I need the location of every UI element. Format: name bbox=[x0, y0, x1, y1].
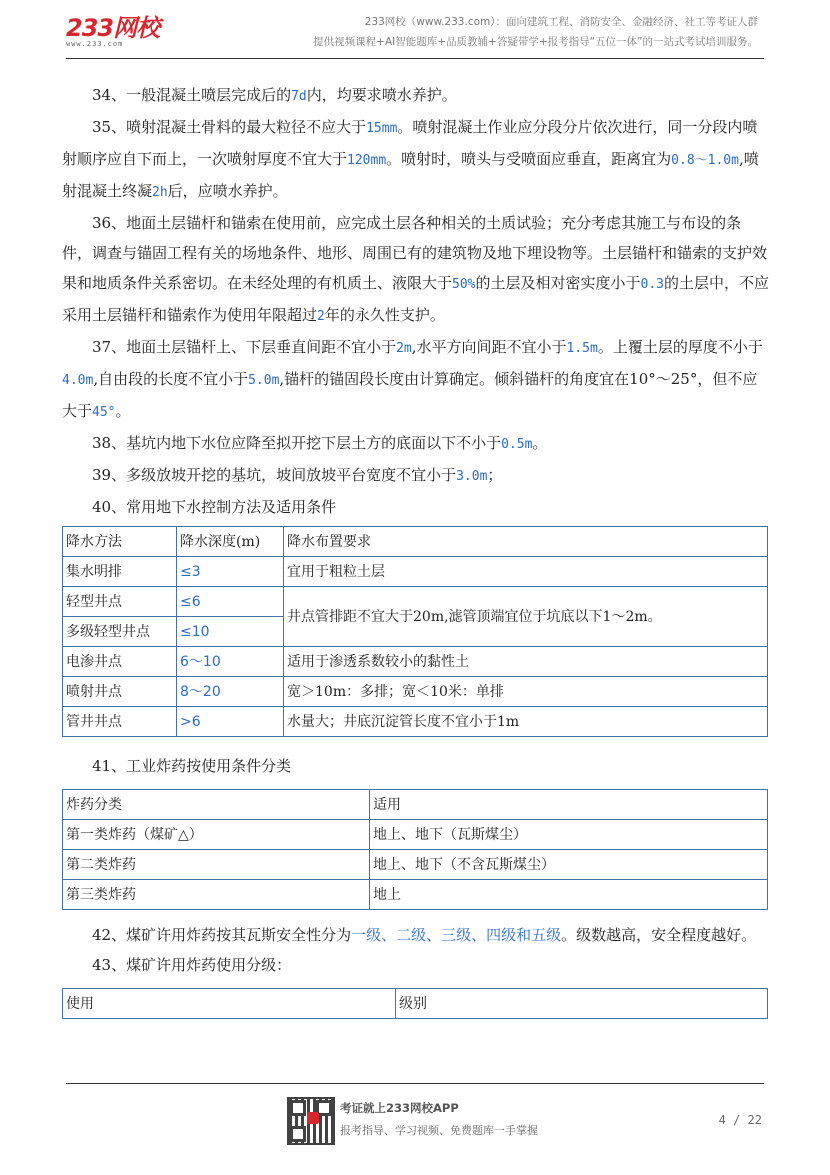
value: 一级、二级、三级、四级和五级 bbox=[351, 926, 562, 944]
table-cell: 喷射井点 bbox=[63, 677, 177, 707]
text: 35、喷射混凝土骨料的最大粒径不应大于 bbox=[92, 118, 367, 136]
table-header-cell: 降水布置要求 bbox=[284, 527, 768, 557]
table-header-cell: 降水方法 bbox=[63, 527, 177, 557]
paragraph-34 bbox=[62, 80, 770, 112]
text: ,水平方向间距不宜小于 bbox=[411, 338, 567, 356]
logo-mark: 233网校 bbox=[66, 14, 160, 42]
text: 36、地面土层锚杆和锚索在使用前，应完成土层各种相关的土质试验；充分考虑其施工与布设的条件，调查与锚固工程有关的场地条件、地形、周围已有的建筑物及地下埋设物等。土层锚杆和锚索的支护效果和地质条件关系密切。在未经处理的有机质土、液限大于 bbox=[62, 214, 768, 292]
table-cell: 集水明排 bbox=[63, 557, 177, 587]
text: 。 bbox=[115, 402, 131, 420]
paragraph-36 bbox=[62, 208, 770, 332]
text: ,自由段的长度不宜小于 bbox=[93, 370, 249, 388]
text: ,锚杆的锚固段长度由计算确定。倾斜锚杆的角度宜在10°～25°，但不应大于 bbox=[62, 370, 758, 420]
text: ,喷射混凝土终凝 bbox=[62, 150, 759, 200]
table-cell: 多级轻型井点 bbox=[63, 617, 177, 647]
table-row bbox=[63, 850, 768, 880]
text: 年的永久性支护。 bbox=[324, 306, 445, 324]
text: 内，均要求喷水养护。 bbox=[306, 86, 457, 104]
table-row bbox=[63, 557, 768, 587]
header-info bbox=[313, 12, 758, 52]
value: 0.5m bbox=[501, 437, 533, 452]
text: 39、多级放坡开挖的基坑，坡间放坡平台宽度不宜小于 bbox=[92, 466, 457, 484]
value: 7d bbox=[291, 89, 307, 104]
table-header-cell: 降水深度(m) bbox=[177, 527, 284, 557]
table-header-cell: 级别 bbox=[396, 989, 768, 1019]
table-cell: 宜用于粗粒土层 bbox=[284, 557, 768, 587]
text: 。 bbox=[532, 434, 548, 452]
dewatering-table bbox=[62, 526, 768, 737]
value: 2h bbox=[152, 185, 168, 200]
value: 5.0m bbox=[248, 373, 280, 388]
text: 。喷射时，喷头与受喷面应垂直，距离宜为 bbox=[386, 150, 672, 168]
table-cell: >6 bbox=[177, 707, 284, 737]
table-header-row bbox=[63, 790, 768, 820]
coal-explosive-grade-table bbox=[62, 988, 768, 1019]
text: 。喷射混凝土作业应分段分片依次进行，同一分段内喷射顺序应自下而上，一次喷射厚度不宜大于 bbox=[62, 118, 758, 168]
table-cell: 宽＞10m：多排；宽＜10米：单排 bbox=[284, 677, 768, 707]
table-cell: 6～10 bbox=[177, 647, 284, 677]
table-cell: 第三类炸药 bbox=[63, 880, 370, 910]
text: 37、地面土层锚杆上、下层垂直间距不宜小于 bbox=[92, 338, 397, 356]
table-row bbox=[63, 820, 768, 850]
table-header-cell: 炸药分类 bbox=[63, 790, 370, 820]
table-cell: 地上、地下（不含瓦斯煤尘） bbox=[370, 850, 768, 880]
text: 42、煤矿许用炸药按其瓦斯安全性分为 bbox=[92, 926, 352, 944]
text: 。级数越高，安全程度越好。 bbox=[561, 926, 757, 944]
page-number: 4 / 22 bbox=[718, 1113, 762, 1127]
table-cell: 地上、地下（瓦斯煤尘） bbox=[370, 820, 768, 850]
paragraph-43: 43、煤矿许用炸药使用分级： bbox=[92, 956, 292, 974]
value: 2 bbox=[317, 309, 325, 324]
value: 50% bbox=[452, 277, 476, 292]
value: 120mm bbox=[347, 153, 387, 168]
footer-divider bbox=[66, 1083, 764, 1084]
paragraph-37 bbox=[62, 332, 770, 428]
table-header-cell: 使用 bbox=[63, 989, 396, 1019]
table-cell: 8～20 bbox=[177, 677, 284, 707]
table-cell: 电渗井点 bbox=[63, 647, 177, 677]
paragraph-35 bbox=[62, 112, 770, 208]
table-header-row bbox=[63, 527, 768, 557]
paragraph-41: 41、工业炸药按使用条件分类 bbox=[92, 757, 292, 775]
text: 的土层中，不应采用土层锚杆和锚索作为使用年限超过 bbox=[62, 274, 770, 324]
table-cell: 第一类炸药（煤矿△） bbox=[63, 820, 370, 850]
footer-app-subtitle: 报考指导、学习视频、免费题库一手掌握 bbox=[340, 1124, 538, 1137]
value: 2m bbox=[396, 341, 412, 356]
table-cell: 轻型井点 bbox=[63, 587, 177, 617]
table-cell: 地上 bbox=[370, 880, 768, 910]
value: 45° bbox=[92, 405, 116, 420]
table-cell: ≤3 bbox=[177, 557, 284, 587]
table-cell: 适用于渗透系数较小的黏性土 bbox=[284, 647, 768, 677]
app-badge-icon bbox=[307, 1112, 319, 1124]
table-cell: 水量大；井底沉淀管长度不宜小于1m bbox=[284, 707, 768, 737]
value: 4.0m bbox=[62, 373, 94, 388]
paragraph-42 bbox=[62, 920, 770, 950]
header-info-line1: 233网校（www.233.com）：面向建筑工程、消防安全、金融经济、社工等考证人群 bbox=[364, 16, 758, 28]
paragraph-39 bbox=[62, 460, 770, 492]
document-body bbox=[62, 80, 770, 1019]
value: 0.8～1.0m bbox=[671, 153, 739, 168]
table-cell: 管井井点 bbox=[63, 707, 177, 737]
text: 的土层及相对密实度小于 bbox=[475, 274, 641, 292]
value: 15mm bbox=[366, 121, 398, 136]
table-cell-merged: 井点管排距不宜大于20m,滤管顶端宜位于坑底以下1～2m。 bbox=[284, 587, 768, 647]
header-info-line2: 提供视频课程+AI智能题库+品质教辅+答疑带学+报考指导“五位一体”的一站式考试培训服务。 bbox=[313, 36, 758, 48]
table-header-row bbox=[63, 989, 768, 1019]
explosive-class-table bbox=[62, 789, 768, 910]
table-row bbox=[63, 587, 768, 617]
table-row bbox=[63, 880, 768, 910]
table-cell: 第二类炸药 bbox=[63, 850, 370, 880]
value: 1.5m bbox=[566, 341, 598, 356]
table-row bbox=[63, 647, 768, 677]
table-cell: ≤10 bbox=[177, 617, 284, 647]
text: 38、基坑内地下水位应降至拟开挖下层土方的底面以下不小于 bbox=[92, 434, 502, 452]
header-divider bbox=[66, 58, 764, 59]
text: 34、一般混凝土喷层完成后的 bbox=[92, 86, 292, 104]
logo bbox=[66, 8, 159, 48]
logo-url: www.233.com bbox=[66, 40, 124, 48]
table-row bbox=[63, 677, 768, 707]
value: 3.0m bbox=[456, 469, 488, 484]
value: 0.3 bbox=[640, 277, 664, 292]
text: ； bbox=[487, 466, 503, 484]
paragraph-38 bbox=[62, 428, 770, 460]
text: 。上覆土层的厚度不小于 bbox=[597, 338, 763, 356]
table-row bbox=[63, 707, 768, 737]
paragraph-40: 40、常用地下水控制方法及适用条件 bbox=[92, 498, 337, 516]
table-header-cell: 适用 bbox=[370, 790, 768, 820]
table-cell: ≤6 bbox=[177, 587, 284, 617]
text: 后，应喷水养护。 bbox=[167, 182, 288, 200]
page-header bbox=[0, 0, 830, 60]
footer-app-title: 考证就上233网校APP bbox=[340, 1101, 459, 1115]
